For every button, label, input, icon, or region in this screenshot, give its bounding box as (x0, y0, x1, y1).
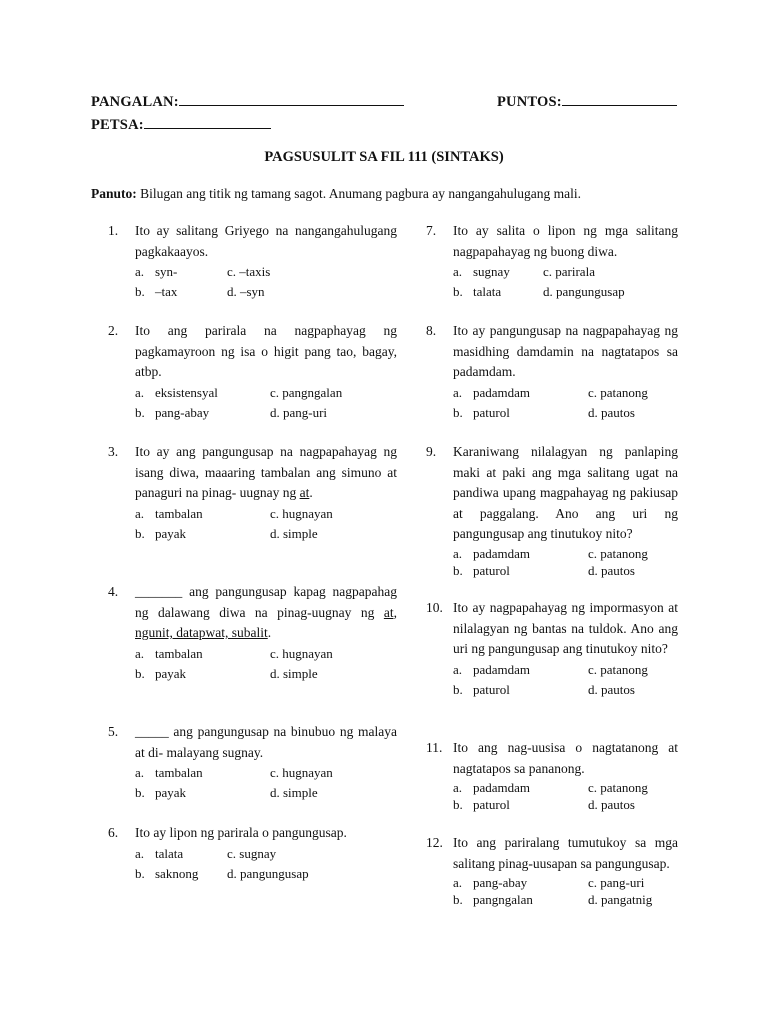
choice-letter: b. (135, 785, 145, 800)
question-text: Ito ay lipon ng parirala o pangungusap. (135, 825, 347, 840)
choice-letter: a. (135, 765, 145, 780)
choices-row-2 (135, 864, 397, 884)
choice-letter: a. (135, 384, 145, 400)
choice-d[interactable]: d. pautos (588, 681, 635, 697)
choice-c[interactable]: c. patanong (588, 384, 648, 400)
page-title: PAGSUSULIT SA FIL 111 (SINTAKS) (264, 149, 504, 165)
choice-letter: a. (453, 264, 463, 279)
choice-letter: b. (135, 665, 145, 681)
instructions-text: Bilugan ang titik ng tamang sagot. Anumang pagbura ay nangangahulugang mali. (136, 186, 582, 201)
question-1 (108, 221, 397, 302)
choice-letter: a. (453, 661, 463, 677)
choices-row-2 (135, 282, 397, 302)
choice-b[interactable]: paturol (473, 562, 510, 578)
question-text: Ito ay nagpapahayag ng impormasyon at nilalagyan ng bantas na tuldok. Ano ang uri ng pangungusap ang tinutukoy nito? (453, 600, 678, 656)
choice-b[interactable]: payak (155, 525, 187, 541)
choice-letter: a. (453, 780, 463, 795)
choice-letter: a. (135, 845, 145, 861)
question-text: Ito ang parirala na nagpaphayag ng pagkamayroon ng isa o higit pang tao, bagay, atbp. (135, 323, 397, 379)
question-10 (426, 598, 678, 700)
choices-row-1 (135, 504, 397, 524)
choice-b[interactable]: pangngalan (473, 892, 533, 907)
question-text-part: ang pangungusap na binubuo ng malaya at di- malayang sugnay. (135, 724, 397, 760)
choice-letter: b. (135, 404, 145, 420)
choice-b[interactable]: paturol (473, 681, 510, 697)
choice-c[interactable]: c. hugnayan (270, 645, 333, 661)
choice-c[interactable]: c. patanong (588, 780, 648, 795)
choice-b[interactable]: paturol (473, 404, 510, 420)
choice-d[interactable]: d. –syn (227, 284, 265, 299)
choice-b[interactable]: talata (473, 284, 502, 299)
choices-row-2 (453, 403, 678, 423)
question-5 (108, 722, 397, 803)
question-number: 12. (426, 835, 443, 850)
date-field (91, 115, 271, 134)
choices-row-1 (453, 383, 678, 403)
choice-c[interactable]: c. –taxis (227, 264, 271, 279)
choices-row-1 (135, 383, 397, 403)
choice-b[interactable]: payak (155, 665, 187, 681)
choice-letter: a. (135, 645, 145, 661)
question-3 (108, 442, 397, 544)
name-label: PANGALAN: (91, 94, 179, 110)
choice-b[interactable]: saknong (155, 865, 199, 881)
question-text: Ito ay salita o lipon ng mga salitang nagpapahayag ng buong diwa. (453, 223, 678, 259)
choice-letter: a. (135, 505, 145, 521)
question-text: Ito ang pariralang tumutukoy sa mga salitang pinag-uusapan sa pangungusap. (453, 835, 678, 871)
choices-row-1 (135, 262, 397, 282)
choice-d[interactable]: d. pangungusap (543, 284, 625, 299)
underlined-term: at (299, 485, 310, 500)
choice-d[interactable]: d. pautos (588, 797, 635, 812)
choice-b[interactable]: payak (155, 785, 187, 800)
choice-d[interactable]: d. pautos (588, 404, 635, 420)
choices-row-2 (135, 664, 397, 684)
choices-row-1 (453, 660, 678, 680)
question-number: 1. (108, 223, 119, 238)
choice-b[interactable]: pang-abay (155, 404, 210, 420)
choice-a[interactable]: tambalan (155, 645, 203, 661)
choices-row-1 (135, 844, 397, 864)
choice-d[interactable]: d. pangatnig (588, 892, 653, 907)
name-blank[interactable] (179, 92, 404, 106)
choice-c[interactable]: c. hugnayan (270, 765, 333, 780)
choice-a[interactable]: tambalan (155, 765, 203, 780)
score-field (497, 92, 677, 111)
choices-row-2 (453, 796, 678, 813)
question-9 (426, 442, 678, 579)
question-number: 10. (426, 600, 443, 615)
choice-a[interactable]: eksistensyal (155, 384, 218, 400)
question-text: Ito ay pangungusap na nagpapahayag ng masidhing damdamin na nagtatapos sa padamdam. (453, 323, 678, 379)
question-number: 5. (108, 724, 119, 739)
question-text: Ito ang nag-uusisa o nagtatanong at nagtatapos sa pananong. (453, 740, 678, 776)
question-number: 2. (108, 323, 119, 338)
question-number: 8. (426, 323, 437, 338)
name-field (91, 92, 404, 111)
score-label: PUNTOS: (497, 94, 562, 110)
choice-d[interactable]: d. pangungusap (227, 865, 309, 881)
choice-c[interactable]: c. pangngalan (270, 384, 343, 400)
question-text-part: ang pangungusap kapag nagpapahag ng dalawang diwa na pinag-uugnay ng (135, 584, 397, 620)
question-4 (108, 582, 397, 684)
choice-letter: b. (453, 681, 463, 697)
question-text: Karaniwang nilalagyan ng panlaping maki at paki ang mga salitang ugat na pandiwa upang magpahayag ng pakiusap at paggalang. Ano ang uri ng pangungusap ang tinutukoy nito? (453, 444, 678, 541)
choices-row-1 (453, 874, 678, 891)
question-text-part: Ito ay ang pangungusap na nagpapahayag ng isang diwa, maaaring tambalan ang simuno at panaguri na pinag- uugnay ng (135, 444, 397, 500)
choice-letter: b. (453, 404, 463, 420)
question-6 (108, 823, 397, 884)
choice-letter: b. (135, 525, 145, 541)
choice-letter: a. (453, 545, 463, 561)
instructions-label: Panuto: (91, 186, 137, 201)
choice-b[interactable]: –tax (155, 284, 178, 299)
choice-a[interactable]: syn- (155, 264, 178, 279)
date-blank[interactable] (144, 115, 271, 129)
question-7 (426, 221, 678, 302)
choice-d[interactable]: d. pautos (588, 562, 635, 578)
choice-letter: b. (453, 562, 463, 578)
question-12 (426, 833, 678, 908)
choice-a[interactable]: padamdam (473, 661, 531, 677)
choice-letter: b. (135, 865, 145, 881)
underlined-term: at, ngunit, datapwat, subalit (135, 604, 397, 640)
question-number: 3. (108, 444, 119, 459)
choices-row-2 (135, 524, 397, 544)
choice-c[interactable]: c. patanong (588, 661, 648, 677)
question-text: Ito ay salitang Griyego na nangangahulugang pagkakaayos. (135, 223, 397, 259)
choices-row-2 (135, 783, 397, 803)
question-11 (426, 738, 678, 813)
choices-row-1 (453, 779, 678, 796)
answer-blank: _____ (135, 724, 169, 739)
choice-a[interactable]: talata (155, 845, 184, 861)
choice-d[interactable]: d. simple (270, 785, 318, 800)
choice-c[interactable]: c. hugnayan (270, 505, 333, 521)
choices-row-2 (453, 680, 678, 700)
question-text (135, 442, 397, 504)
choice-letter: b. (453, 284, 463, 299)
score-blank[interactable] (562, 92, 677, 106)
question-text-part: . (267, 625, 272, 640)
choice-a[interactable]: tambalan (155, 505, 203, 521)
choice-c[interactable]: c. sugnay (227, 845, 277, 861)
choice-letter: a. (135, 264, 145, 279)
choice-c[interactable]: c. pang-uri (588, 875, 645, 890)
question-number: 7. (426, 223, 437, 238)
instructions (91, 186, 581, 202)
choices-row-1 (135, 763, 397, 783)
question-number: 11. (426, 740, 443, 755)
choices-row-1 (453, 262, 678, 282)
choice-letter: a. (453, 875, 463, 890)
choice-letter: b. (135, 284, 145, 299)
choices-row-1 (453, 545, 678, 562)
choices-row-2 (453, 282, 678, 302)
choice-a[interactable]: sugnay (473, 264, 510, 279)
choice-d[interactable]: d. pang-uri (270, 404, 328, 420)
choice-d[interactable]: d. simple (270, 525, 318, 541)
choice-c[interactable]: c. parirala (543, 264, 595, 279)
choices-row-2 (135, 403, 397, 423)
choice-a[interactable]: padamdam (473, 780, 531, 795)
choice-letter: b. (453, 892, 463, 907)
choice-b[interactable]: paturol (473, 797, 510, 812)
question-text (135, 582, 397, 644)
question-text-part: . (309, 485, 313, 500)
question-number: 6. (108, 825, 119, 840)
choice-a[interactable]: pang-abay (473, 875, 528, 890)
choice-d[interactable]: d. simple (270, 665, 318, 681)
choices-row-2 (453, 562, 678, 579)
question-text (135, 722, 397, 763)
choice-a[interactable]: padamdam (473, 384, 531, 400)
choices-row-1 (135, 644, 397, 664)
choice-a[interactable]: padamdam (473, 545, 531, 561)
date-label: PETSA: (91, 117, 144, 133)
answer-blank: _______ (135, 584, 183, 599)
choice-c[interactable]: c. patanong (588, 545, 648, 561)
choice-letter: a. (453, 384, 463, 400)
question-2 (108, 321, 397, 423)
question-number: 4. (108, 584, 119, 599)
question-number: 9. (426, 444, 437, 459)
choice-letter: b. (453, 797, 463, 812)
question-8 (426, 321, 678, 423)
choices-row-2 (453, 891, 678, 908)
